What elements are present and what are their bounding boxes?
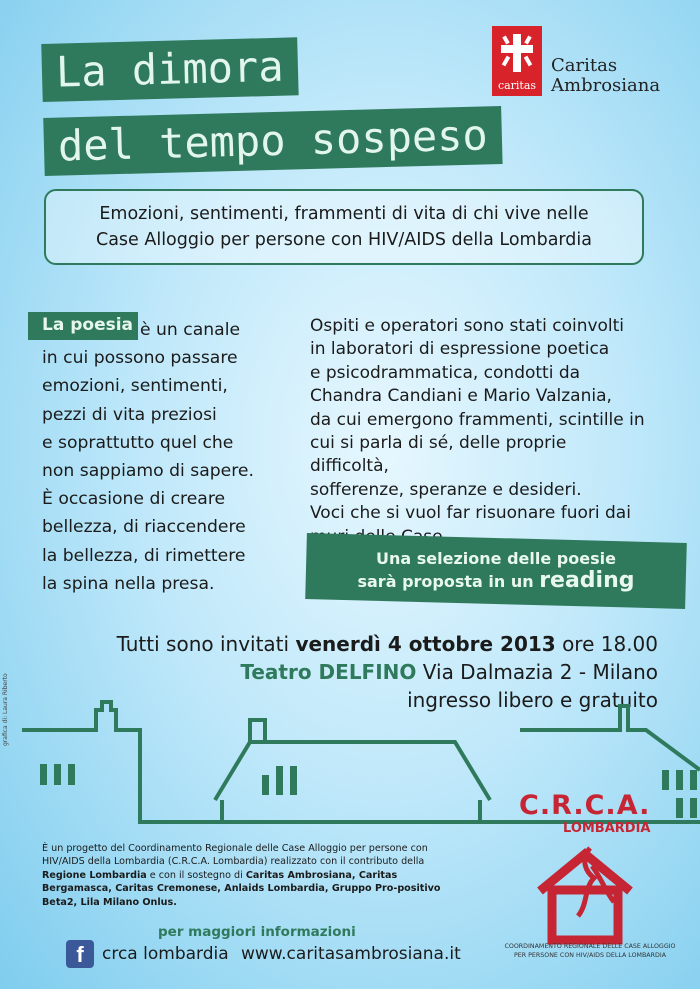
project-description [42, 842, 467, 909]
left-line: la bellezza, di rimettere [42, 545, 246, 566]
reading-word: reading [539, 568, 635, 593]
right-line: in laboratori di espressione poetica [310, 339, 610, 360]
caritas-logo [492, 26, 542, 96]
right-line: e psicodrammatica, condotti da [310, 362, 581, 383]
caritas-name [551, 56, 660, 96]
left-line: la spina nella presa. [42, 573, 215, 594]
caritas-name-line2: Ambrosiana [551, 75, 661, 96]
right-line: Ospiti e operatori sono stati coinvolti [310, 316, 625, 336]
right-line: Chandra Candiani e Mario Valzania, [310, 386, 612, 407]
right-line: Voci che si vuol far risuonare fuori dai [310, 503, 631, 524]
poesia-tag-label: La poesia [42, 315, 134, 335]
event-date: venerdì 4 ottobre 2013 [295, 632, 556, 656]
left-line: emozioni, sentimenti, [42, 376, 228, 397]
venue-name: Teatro DELFINO [240, 660, 417, 684]
project-text-2: e con il sostegno di [146, 869, 246, 881]
venue-address: Via Dalmazia 2 - Milano [422, 660, 658, 684]
right-line: da cui emergono frammenti, scintille in [310, 409, 645, 430]
left-line: È occasione di creare [42, 489, 226, 510]
left-first-line: è un canale [140, 320, 241, 340]
title-line-2: del tempo sospeso [43, 106, 502, 176]
project-region: Regione Lombardia [42, 869, 147, 881]
crca-caption-line1: COORDINAMENTO REGIONALE DELLE CASE ALLOGGIO [504, 943, 676, 950]
website-link[interactable]: www.caritasambrosiana.it [241, 944, 461, 964]
subtitle-line-1: Emozioni, sentimenti, frammenti di vita di chi vive nelle [99, 204, 589, 224]
left-line: non sappiamo di sapere. [42, 461, 254, 482]
subtitle-box [44, 189, 644, 265]
right-column-text [310, 315, 650, 549]
left-line: e soprattutto quel che [42, 432, 234, 453]
caritas-name-line1: Caritas [551, 55, 618, 76]
subtitle-line-2: Case Alloggio per persone con HIV/AIDS della Lombardia [95, 230, 593, 250]
cross-icon [501, 34, 533, 72]
project-sponsors: Caritas Ambrosiana, Caritas Bergamasca, Caritas Cremonese, Anlaids Lombardia, Gruppo Pro-positivo Beta2, Lila Milano Onlus. [42, 869, 441, 908]
left-line: bellezza, di riaccendere [42, 517, 246, 538]
more-info-label: per maggiori informazioni [158, 924, 356, 940]
crca-house-icon [530, 846, 640, 946]
crca-caption [480, 942, 700, 960]
entry-note: ingresso libero e gratuito [407, 688, 658, 712]
facebook-icon[interactable]: f [66, 940, 94, 968]
crca-logo-sub: LOMBARDIA [563, 821, 651, 836]
right-line: sofferenze, speranze e desideri. [310, 479, 582, 500]
left-column-text [42, 316, 292, 598]
reading-banner-text [306, 548, 686, 593]
left-line: pezzi di vita preziosi [42, 404, 217, 425]
invite-text: Tutti sono invitati [116, 632, 290, 656]
caritas-logo-label: caritas [497, 79, 537, 92]
left-line: in cui possono passare [42, 348, 238, 369]
reading-line-2: sarà proposta in un [357, 572, 534, 591]
reading-line-1: Una selezione delle poesie [376, 549, 616, 568]
title-line-1: La dimora [41, 37, 298, 102]
event-time: ore 18.00 [562, 632, 658, 656]
facebook-page-link[interactable]: crca lombardia [102, 944, 229, 964]
project-text-1: È un progetto del Coordinamento Regionale delle Case Alloggio per persone con HIV/AIDS della Lombardia (C.R.C.A. Lombardia) realizzato con il contributo della [42, 843, 428, 868]
right-line: cui si parla di sé, delle proprie difficoltà, [310, 433, 567, 477]
crca-logo-text: C.R.C.A. [519, 790, 651, 821]
crca-caption-line2: PER PERSONE CON HIV/AIDS DELLA LOMBARDIA [513, 952, 667, 959]
design-credit: grafica di: Laura Riberto [2, 673, 9, 746]
